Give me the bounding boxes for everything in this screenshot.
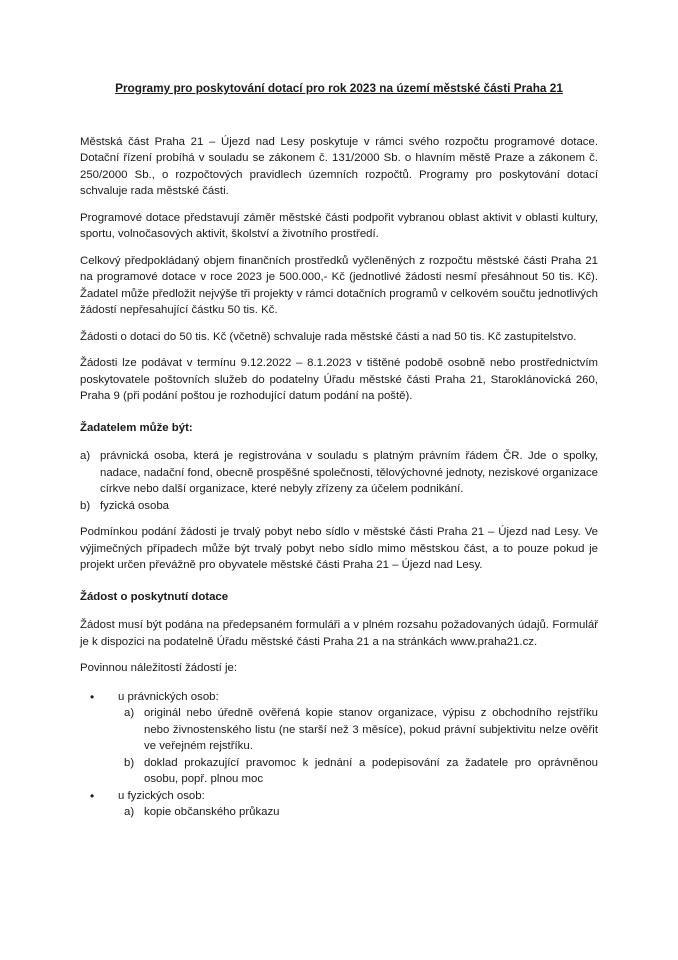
list-marker: b) — [124, 756, 135, 769]
list-marker: a) — [124, 707, 135, 719]
applicant-heading: Žadatelem může být: — [80, 421, 193, 434]
list-item — [80, 689, 598, 788]
document-title: Programy pro poskytování dotací pro rok 2023 na území městské části Praha 21 — [115, 81, 563, 95]
request-heading: Žádost o poskytnutí dotace — [80, 590, 229, 603]
list-item — [118, 804, 598, 821]
residence-condition-paragraph: Podmínkou podání žádosti je trvalý pobyt nebo sídlo v městské části Praha 21 – Újezd nad Lesy. Ve výjimečných případech může být trvalý pobyt nebo sídlo mimo městskou část, a to pouze pokud je projekt určen převážně pro obyvatele městské části Praha 21 – Újezd nad Lesy. — [80, 526, 598, 571]
form-paragraph: Žádost musí být podána na předepsaném formuláři a v plném rozsahu požadovaných údajů. Formulář je k dispozici na podatelně Úřadu městské části Praha 21 a na stránkách www.praha21.cz. — [80, 619, 598, 648]
natural-person-requirements — [118, 804, 598, 821]
bullet-icon: • — [90, 689, 95, 704]
list-item-label: u fyzických osob: — [118, 789, 205, 802]
applicant-list — [80, 448, 598, 514]
requirements-list — [80, 689, 598, 821]
bullet-icon: • — [90, 788, 95, 803]
list-item — [80, 448, 598, 498]
list-item — [80, 498, 598, 515]
list-item — [80, 788, 598, 821]
intro-paragraph: Městská část Praha 21 – Újezd nad Lesy poskytuje v rámci svého rozpočtu programové dotace. Dotační řízení probíhá v souladu se zákonem č. 131/2000 Sb. o hlavním městě Praze a zákonem č. 250/2000 Sb., o rozpočtových pravidlech územních rozpočtů. Programy pro poskytování dotací schvaluje rada městské části. — [80, 135, 598, 197]
submission-paragraph: Žádosti lze podávat v termínu 9.12.2022 – 8.1.2023 v tištěné podobě osobně nebo prostřednictvím poskytovatele poštovních služeb do podatelny Úřadu městské části Praha 21, Staroklánovická 260, Praha 9 (při podání poštou je rozhodující datum podání na poště). — [80, 357, 598, 402]
list-item — [118, 705, 598, 755]
list-marker: a) — [124, 806, 135, 818]
list-item — [118, 755, 598, 788]
budget-paragraph: Celkový předpokládaný objem finančních prostředků vyčleněných z rozpočtu městské části Praha 21 na programové dotace v roce 2023 je 500.000,- Kč (jednotlivé žádosti nesmí přesáhnout 50 tis. Kč). Žadatel může předložit nejvýše tři projekty v rámci dotačních programů v celkovém součtu jednotlivých žádostí nepřesahující částku 50 tis. Kč. — [80, 254, 598, 316]
list-marker: a) — [80, 450, 91, 462]
approval-paragraph: Žádosti o dotaci do 50 tis. Kč (včetně) schvaluje rada městské části a nad 50 tis. Kč zastupitelstvo. — [80, 330, 577, 343]
document-body — [80, 80, 598, 821]
purpose-paragraph: Programové dotace představují záměr městské části podpořit vybranou oblast aktivit v oblasti kultury, sportu, volnočasových aktivit, školství a životního prostředí. — [80, 211, 598, 240]
list-marker: b) — [80, 499, 91, 512]
list-item-text: právnická osoba, která je registrována v souladu s platným právním řádem ČR. Jde o spolky, nadace, nadační fond, obecně prospěšné společnosti, tělovýchovné jednoty, neziskové organizace církve nebo další organizace, které nebyly zřízeny za účelem podnikání. — [100, 450, 598, 495]
list-item-label: u právnických osob: — [118, 690, 219, 703]
legal-entity-requirements — [118, 705, 598, 788]
list-item-text: fyzická osoba — [100, 499, 170, 512]
requirements-intro: Povinnou náležitostí žádostí je: — [80, 662, 238, 674]
list-item-text: doklad prokazující pravomoc k jednání a podepisování za žadatele pro oprávněnou osobu, popř. plnou moc — [144, 756, 598, 785]
list-item-text: originál nebo úředně ověřená kopie stanov organizace, výpisu z obchodního rejstříku nebo živnostenského listu (ne starší než 3 měsíce), pokud právní subjektivitu nelze ověřit ve veřejném rejstříku. — [144, 707, 598, 752]
list-item-text: kopie občanského průkazu — [144, 806, 280, 818]
